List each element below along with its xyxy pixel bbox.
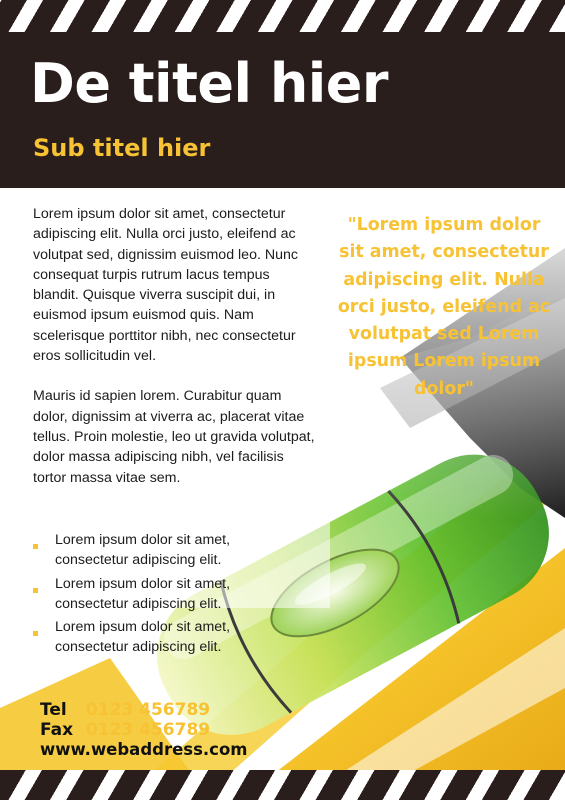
- list-item: [33, 617, 303, 658]
- fax-value: 0123 456789: [85, 720, 211, 740]
- bullet-icon: [33, 544, 38, 549]
- body-paragraph: Lorem ipsum dolor sit amet, consectetur adipiscing elit. Nulla orci justo, eleifend ac volutpat sed, dignissim euismod leo. Nunc consequat turpis rutrum lacus tempus blandit. Quisque viverra suscipit dui, in euismod ipsum euismod quis. Nam scelerisque porttitor nibh, nec consectetur eros sollicitudin vel.: [33, 206, 298, 365]
- tel-value: 0123 456789: [85, 700, 211, 720]
- list-item-text: Lorem ipsum dolor sit amet, consectetur adipiscing elit.: [55, 575, 231, 612]
- list-item: [33, 530, 303, 571]
- contact-block: [40, 700, 248, 760]
- bullet-icon: [33, 588, 38, 593]
- hazard-stripes-top: [0, 0, 565, 32]
- body-text: [33, 204, 318, 508]
- pull-quote: "Lorem ipsum dolor sit amet, consectetur adipiscing elit. Nulla orci justo, eleifend ac volutpat sed Lorem ipsum Lorem ipsum dolor": [337, 215, 551, 399]
- fax-row: [40, 720, 248, 740]
- tel-label: Tel: [40, 700, 67, 720]
- list-item: [33, 574, 303, 615]
- list-item-text: Lorem ipsum dolor sit amet, consectetur adipiscing elit.: [55, 619, 231, 656]
- web-address: www.webaddress.com: [40, 740, 248, 759]
- bullet-list: [33, 530, 303, 661]
- body-paragraph: Mauris id sapien lorem. Curabitur quam dolor, dignissim at viverra ac, placerat vitae tellus. Proin molestie, leo ut gravida volutpat, dolor massa adipiscing nibh, vel facilisis tortor massa vitae sem.: [33, 388, 315, 486]
- list-item-text: Lorem ipsum dolor sit amet, consectetur adipiscing elit.: [55, 532, 231, 569]
- page-title: De titel hier: [30, 52, 389, 115]
- fax-label: Fax: [40, 720, 74, 740]
- bullet-icon: [33, 631, 38, 636]
- page-subtitle: Sub titel hier: [33, 134, 211, 162]
- hazard-stripes-bottom: [0, 770, 565, 800]
- tel-row: [40, 700, 248, 720]
